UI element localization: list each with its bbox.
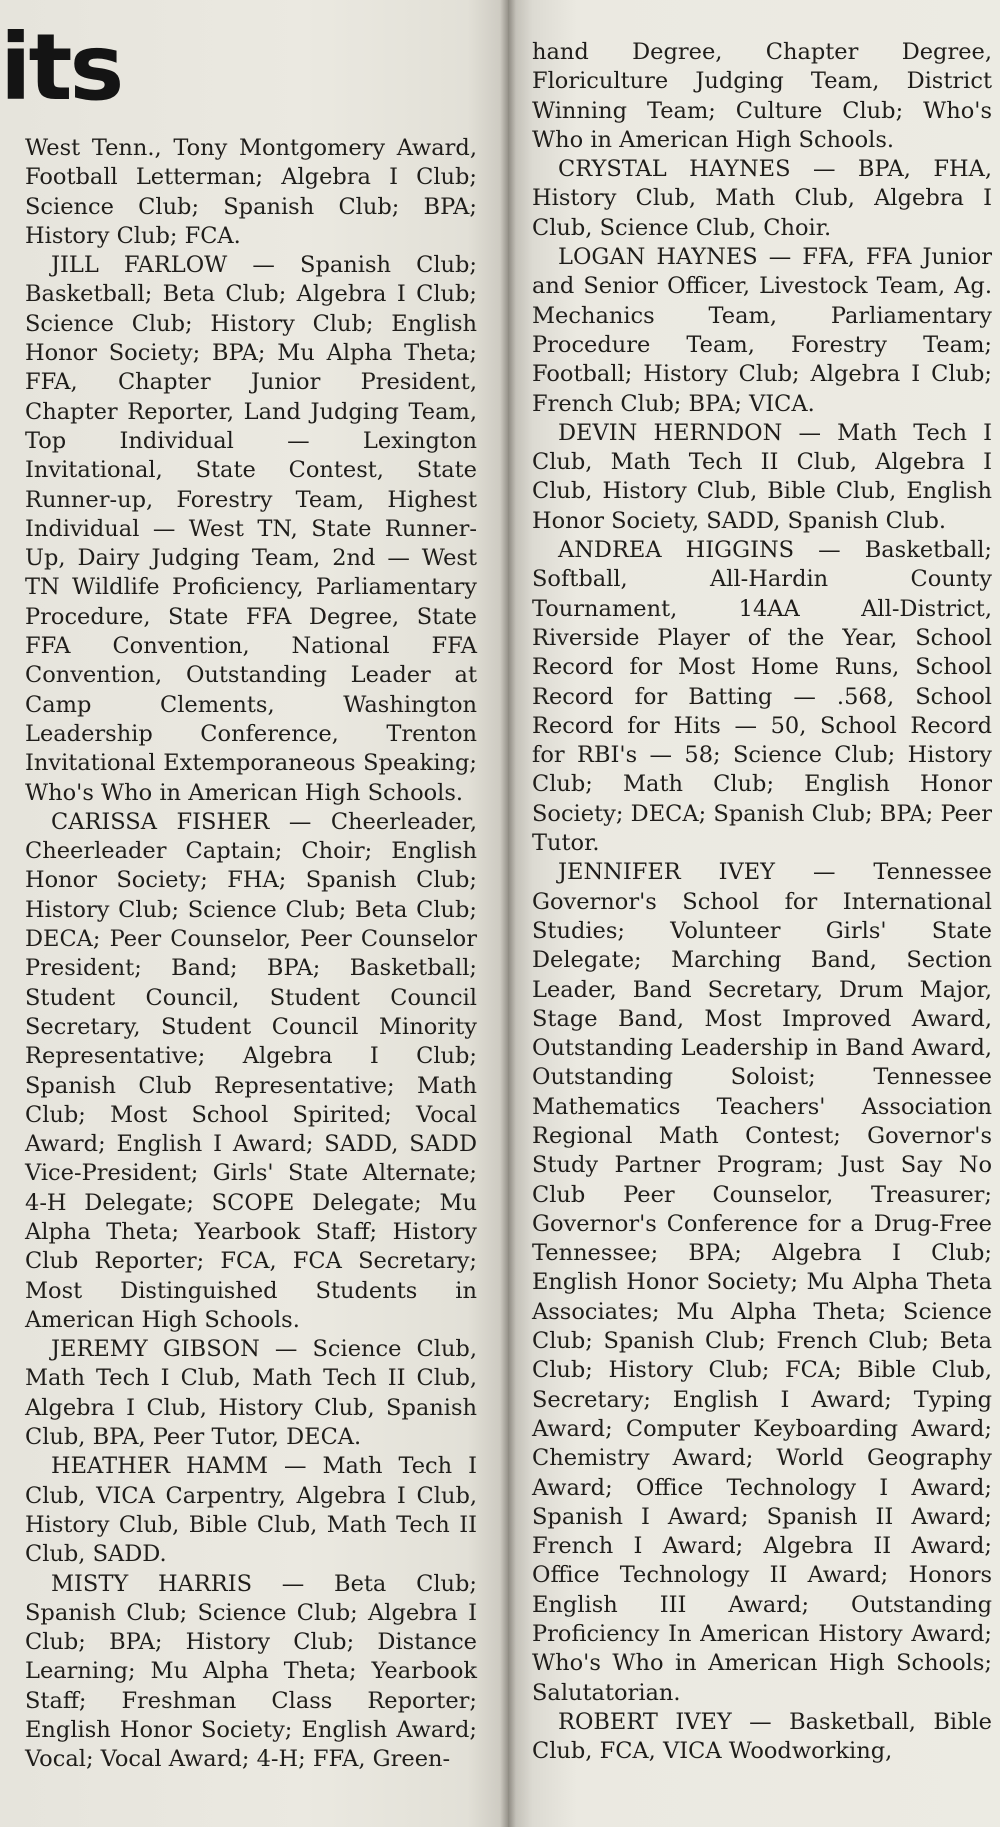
senior-entry: DEVIN HERNDON — Math Tech I Club, Math Tech II Club, Algebra I Club, History Club, Bible Club, English Honor Society, SADD, Spanish Club. — [532, 419, 992, 534]
senior-entry: JENNIFER IVEY — Tennessee Governor's School for International Studies; Volunteer Girls' State Delegate; Marching Band, Section Leader, Band Secretary, Drum Major, Stage Band, Most Improved Award, Outstanding Leadership in Band Award, Outstanding Soloist; Tennessee Mathematics Teachers' Association Regional Math Contest; Governor's Study Partner Program; Just Say No Club Peer Counselor, Treasurer; Governor's Conference for a Drug-Free Tennessee; BPA; Algebra I Club; English Honor Society; Mu Alpha Theta Associates; Mu Alpha Theta; Science Club; Spanish Club; French Club; Beta Club; History Club; FCA; Bible Club, Secretary; English I Award; Typing Award; Computer Keyboarding Award; Chemistry Award; World Geography Award; Office Technology I Award; Spanish I Award; Spanish II Award; French I Award; Algebra II Award; Office Technology II Award; Honors English III Award; Outstanding Proficiency In American History Award; Who's Who in American High Schools; Salutatorian. — [532, 859, 992, 1706]
senior-entry: CRYSTAL HAYNES — BPA, FHA, History Club, Math Club, Algebra I Club, Science Club, Choir. — [532, 156, 992, 241]
senior-entry: ANDREA HIGGINS — Basketball; Softball, All-Hardin County Tournament, 14AA All-District, Riverside Player of the Year, School Record for Most Home Runs, School Record for Batting — .568, School Record for Hits — 50, School Record for RBI's — 58; Science Club; History Club; Math Club; English Honor Society; DECA; Spanish Club; BPA; Peer Tutor. — [532, 537, 992, 857]
senior-entry: HEATHER HAMM — Math Tech I Club, VICA Carpentry, Algebra I Club, History Club, Bible Club, Math Tech II Club, SADD. — [25, 1453, 477, 1568]
senior-entry: LOGAN HAYNES — FFA, FFA Junior and Senior Officer, Livestock Team, Ag. Mechanics Team, Parliamentary Procedure Team, Forestry Team; Football; History Club; Algebra I Club; French Club; BPA; VICA. — [532, 244, 992, 417]
right-page — [508, 0, 1000, 1827]
senior-entry: hand Degree, Chapter Degree, Floriculture Judging Team, District Winning Team; Culture Club; Who's Who in American High Schools. — [532, 39, 992, 153]
senior-entry: West Tenn., Tony Montgomery Award, Football Letterman; Algebra I Club; Science Club; Spanish Club; BPA; History Club; FCA. — [25, 135, 477, 249]
right-text-column — [532, 38, 992, 1767]
senior-entry: CARISSA FISHER — Cheerleader, Cheerleader Captain; Choir; English Honor Society; FHA; Spanish Club; History Club; Science Club; Beta Club; DECA; Peer Counselor, Peer Counselor President; Band; BPA; Basketball; Student Council, Student Council Secretary, Student Council Minority Representative; Algebra I Club; Spanish Club Representative; Math Club; Most School Spirited; Vocal Award; English I Award; SADD, SADD Vice-President; Girls' State Alternate; 4-H Delegate; SCOPE Delegate; Mu Alpha Theta; Yearbook Staff; History Club Reporter; FCA, FCA Secretary; Most Distinguished Students in American High Schools. — [25, 808, 477, 1333]
left-text-column — [25, 134, 477, 1775]
senior-entry: JEREMY GIBSON — Science Club, Math Tech I Club, Math Tech II Club, Algebra I Club, History Club, Spanish Club, BPA, Peer Tutor, DECA. — [25, 1336, 477, 1451]
senior-entry: MISTY HARRIS — Beta Club; Spanish Club; Science Club; Algebra I Club; BPA; History Club; Distance Learning; Mu Alpha Theta; Yearbook Staff; Freshman Class Reporter; English Honor Society; English Award; Vocal; Vocal Award; 4-H; FFA, Green- — [25, 1570, 477, 1773]
senior-entry: ROBERT IVEY — Basketball, Bible Club, FCA, VICA Woodworking, — [532, 1708, 992, 1765]
page-headline: its — [0, 14, 122, 121]
senior-entry: JILL FARLOW — Spanish Club; Basketball; Beta Club; Algebra I Club; Science Club; History Club; English Honor Society; BPA; Mu Alpha Theta; FFA, Chapter Junior President, Chapter Reporter, Land Judging Team, Top Individual — Lexington Invitational, State Contest, State Runner-up, Forestry Team, Highest Individual — West TN, State Runner-Up, Dairy Judging Team, 2nd — West TN Wildlife Proficiency, Parliamentary Procedure, State FFA Degree, State FFA Convention, National FFA Convention, Outstanding Leader at Camp Clements, Washington Leadership Conference, Trenton Invitational Extemporaneous Speaking; Who's Who in American High Schools. — [25, 252, 477, 806]
book-gutter — [500, 0, 516, 1827]
